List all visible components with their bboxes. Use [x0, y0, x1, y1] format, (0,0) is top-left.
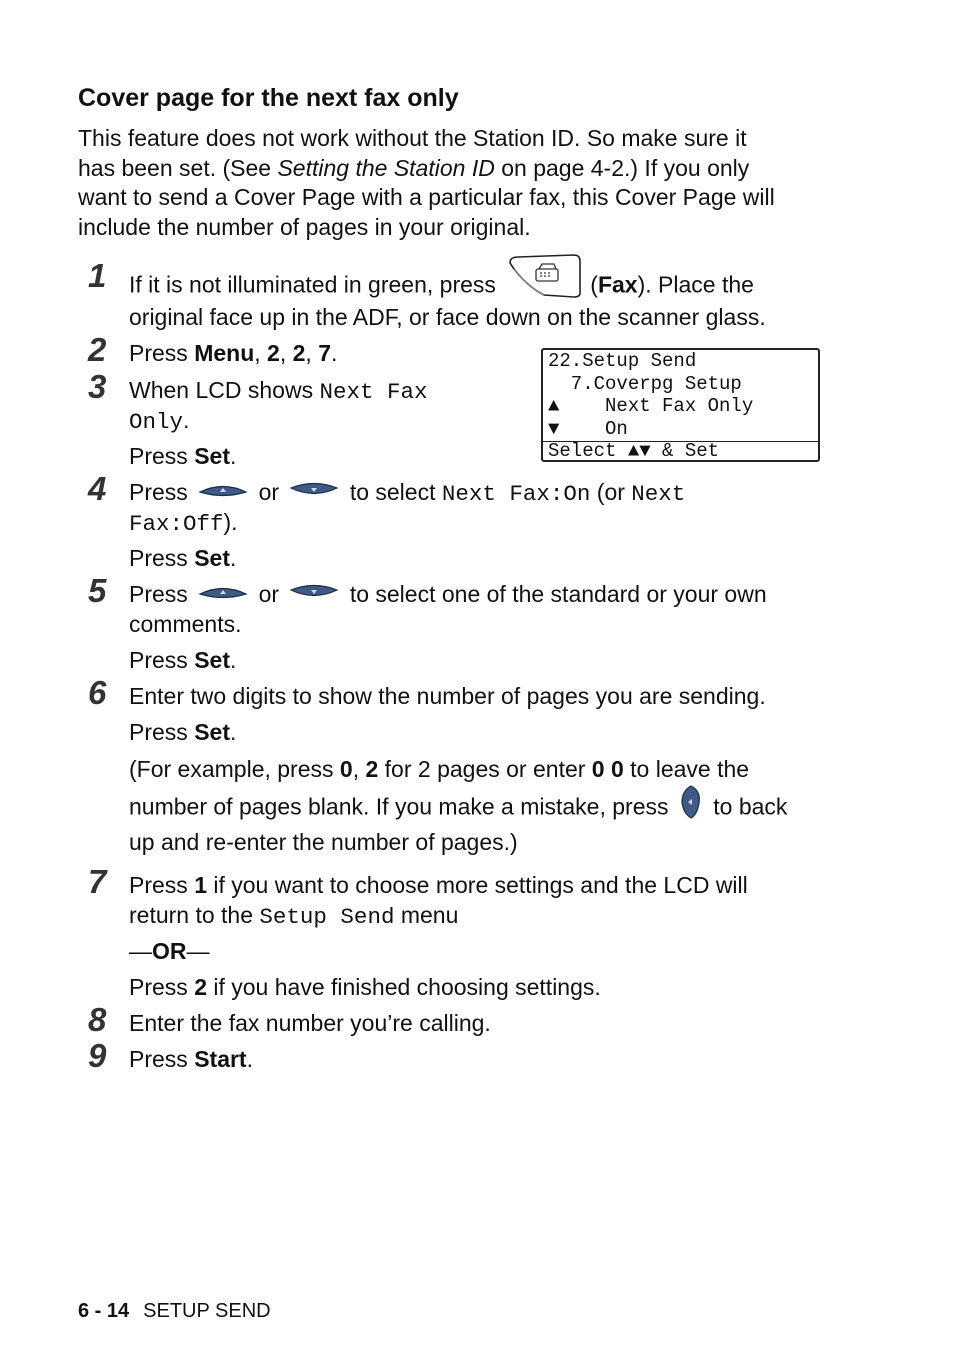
up-arrow-key-icon: [198, 579, 248, 608]
intro-line: has been set. (See Setting the Station ID on page 4-2.) If you only: [78, 154, 750, 181]
lcd-display: [541, 348, 820, 462]
lcd-row: 7.Coverpg Setup: [548, 373, 742, 395]
intro-line: This feature does not work without the Station ID. So make sure it: [78, 125, 747, 151]
step-5-press-set: Press Set.: [129, 647, 237, 673]
step-3-press-set: Press Set.: [129, 443, 237, 469]
section-heading: Cover page for the next fax only: [78, 84, 459, 112]
intro-line: include the number of pages in your original.: [78, 213, 531, 240]
section-name: SETUP SEND: [143, 1300, 271, 1322]
intro-line: want to send a Cover Page with a particular fax, this Cover Page will: [78, 184, 775, 210]
step-7-line: Press 1 if you want to choose more settings and the LCD will: [129, 872, 748, 898]
step-5-line: comments.: [129, 611, 242, 637]
step-3-line: When LCD shows Next Fax: [129, 377, 428, 405]
step-1-line: If it is not illuminated in green, press (Fax). Place the: [129, 267, 754, 306]
step-8-line: Enter the fax number you’re calling.: [129, 1010, 491, 1036]
lcd-row: ▼ On: [548, 418, 628, 440]
lcd-row: 22.Setup Send: [548, 350, 697, 372]
up-arrow-key-icon: [198, 477, 248, 506]
step-number: 9: [88, 1037, 107, 1074]
step-4-line: Fax:Off).: [129, 509, 238, 537]
step-5-line: Press or to select one of the standard or your own: [129, 581, 767, 607]
step-4-press-set: Press Set.: [129, 545, 237, 571]
step-9-line: Press Start.: [129, 1046, 253, 1072]
step-7-line: Press 2 if you have finished choosing settings.: [129, 974, 601, 1000]
step-number: 1: [88, 257, 107, 294]
down-arrow-key-icon: [289, 579, 339, 608]
step-number: 3: [88, 368, 107, 405]
step-6-line: Enter two digits to show the number of pages you are sending.: [129, 683, 766, 709]
intro-paragraph: [78, 124, 838, 242]
lcd-row: Select ▲▼ & Set: [548, 440, 720, 462]
step-3-line: Only.: [129, 407, 190, 435]
step-6-example: number of pages blank. If you make a mistake, press to back: [129, 791, 787, 826]
step-number: 4: [88, 470, 107, 507]
step-number: 8: [88, 1001, 107, 1038]
step-4-line: Press or to select Next Fax:On (or Next: [129, 479, 686, 507]
step-number: 2: [88, 331, 107, 368]
step-7-or: —OR—: [129, 938, 210, 964]
step-1-line: original face up in the ADF, or face down on the scanner glass.: [129, 304, 766, 330]
page-number: 6 - 14: [78, 1300, 130, 1322]
step-number: 7: [88, 863, 107, 900]
back-arrow-key-icon: [679, 785, 703, 826]
step-number: 6: [88, 674, 107, 711]
page-footer: [78, 1300, 271, 1323]
lcd-row: ▲ Next Fax Only: [548, 395, 754, 417]
step-number: 5: [88, 572, 107, 609]
step-6-press-set: Press Set.: [129, 719, 237, 745]
step-2-line: Press Menu, 2, 2, 7.: [129, 340, 338, 366]
down-arrow-key-icon: [289, 477, 339, 506]
step-6-example: (For example, press 0, 2 for 2 pages or enter 0 0 to leave the: [129, 756, 750, 782]
step-7-line: return to the Setup Send menu: [129, 902, 459, 930]
step-6-example: up and re-enter the number of pages.): [129, 829, 518, 855]
fax-key-icon: [508, 253, 582, 306]
